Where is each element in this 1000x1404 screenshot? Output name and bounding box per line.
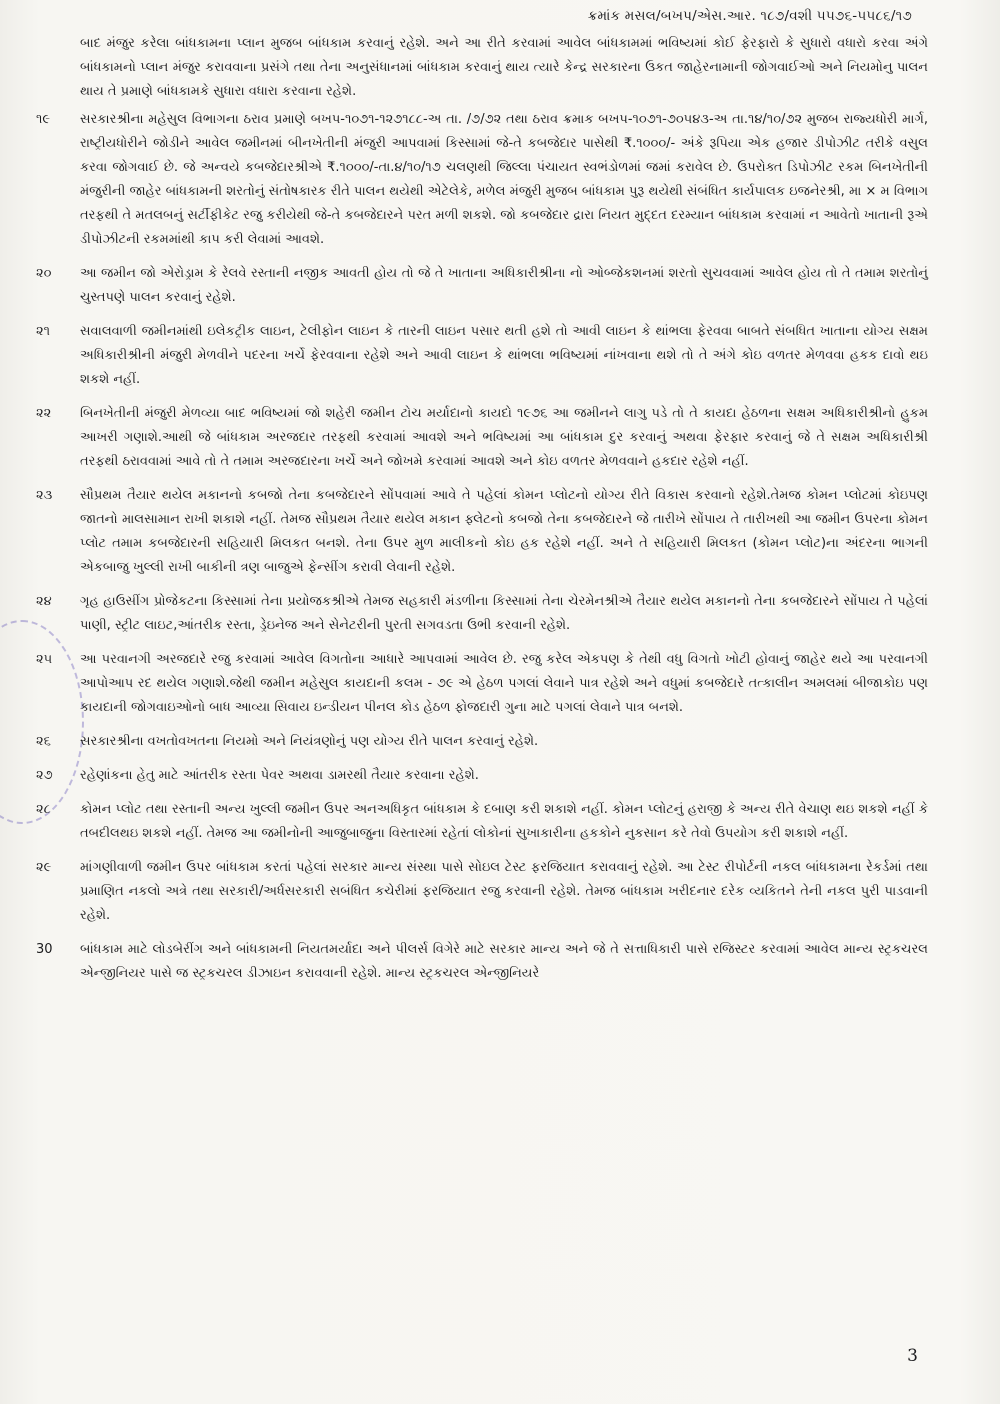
item-text: સવાલવાળી જમીનમાંથી ઇલેકટ્રીક લાઇન, ટેલીફોન લાઇન કે તારની લાઇન પસાર થતી હશે તો આવી લાઇન કે થાંભલા ફેરવવા બાબતે સંબધિત ખાતાના યોગ્ય સક્ષમ અધિકારીશ્રીની મંજુરી મેળવીને પદરના ખર્ચે ફેરવવાના રહેશે અને આવી લાઇન કે થાંભલા ભવિષ્યમાં નાંખવાના થશે તો તે અંગે કોઇ વળતર મેળવવા હકક દાવો થઇ શકશે નહીં. <box>80 324 928 387</box>
item-text: ગૃહ હાઉસીંગ પ્રોજેકટના કિસ્સામાં તેના પ્રયોજકશ્રીએ તેમજ સહકારી મંડળીના કિસ્સામાં તેના ચેરમેનશ્રીએ તૈયાર થયેલ મકાનનો તેના કબજેદારને સોંપાય તે પહેલાં પાણી, સ્ટ્રીટ લાઇટ,આંતરીક રસ્તા, ડ્રેઇનેજ અને સેનેટરીની પુરતી સગવડતા ઉભી કરવાની રહેશે. <box>80 594 928 633</box>
item-number: ૨૫ <box>36 652 53 667</box>
item-number: ૨૨ <box>36 406 52 421</box>
condition-item-23 <box>36 484 928 580</box>
condition-item-29 <box>36 856 928 928</box>
condition-item-19 <box>36 108 928 252</box>
item-text: આ જમીન જો એરોડ્રામ કે રેલવે રસ્તાની નજીક આવતી હોય તો જે તે ખાતાના અધિકારીશ્રીના નો ઓબ્જેકશનમાં શરતો સુચવવામાં આવેલ હોય તો તે તમામ શરતોનું ચુસ્તપણે પાલન કરવાનું રહેશે. <box>80 266 928 305</box>
document-reference: ક્રમાંક મસલ/બખપ/એસ.આર. ૧૮૭/વશી ૫૫૭૬-૫૫૮૬/૧૭ <box>587 8 912 24</box>
item-text: માંગણીવાળી જમીન ઉપર બાંધકામ કરતાં પહેલાં સરકાર માન્ય સંસ્થા પાસે સોઇલ ટેસ્ટ ફરજિયાત કરાવવાનું રહેશે. આ ટેસ્ટ રીપોર્ટની નકલ બાંધકામના રેકર્ડમાં તથા પ્રમાણિત નકલો અત્રે તથા સરકારી/અર્ધસરકારી સબંધિત કચેરીમાં ફરજિયાત રજુ કરવાની રહેશે. તેમજ બાંધકામ ખરીદનાર દરેક વ્યકિતને તેની નકલ પુરી પાડવાની રહેશે. <box>80 860 928 923</box>
item-text: સરકારશ્રીના વખતોવખતના નિયમો અને નિયંત્રણોનું પણ યોગ્ય રીતે પાલન કરવાનું રહેશે. <box>80 734 539 749</box>
condition-item-24 <box>36 590 928 638</box>
continued-paragraph: બાદ મંજુર કરેલા બાંધકામના પ્લાન મુજબ બાંધકામ કરવાનું રહેશે. અને આ રીતે કરવામાં આવેલ બાંધકામમાં ભવિષ્યમાં કોઈ ફેરફારો કે સુધારો વધારો કરવા અંગે બાંધકામનો પ્લાન મંજુર કરાવવાના પ્રસંગે તથા તેના અનુસંધાનમાં બાંધકામ કરવાનું થાય ત્યારે કેન્દ્ર સરકારના ઉકત જાહેરનામાની જોગવાઈઓ અને નિયમોનુ પાલન થાય તે પ્રમાણે બાંધકામકે સુધારા વધારા કરવાના રહેશે. <box>80 36 928 99</box>
condition-item-30 <box>36 938 928 986</box>
item-number: ૨૪ <box>36 594 52 609</box>
item-text: સૌપ્રથમ તૈયાર થયેલ મકાનનો કબજો તેના કબજેદારને સોંપવામાં આવે તે પહેલાં કોમન પ્લોટનો યોગ્ય રીતે વિકાસ કરવાનો રહેશે.તેમજ કોમન પ્લોટમાં કોઇપણ જાતનો માલસામાન રાખી શકાશે નહીં. તેમજ સૌપ્રથમ તૈયાર થયેલ મકાન ફ્લેટનો કબજો તેના કબજેદારને જે તારીખે સોંપાય તે તારીખથી આ જમીન ઉપરના કોમન પ્લોટ તમામ કબજેદારની સહિયારી મિલકત બનશે. તેના ઉપર મુળ માલીકનો કોઇ હક રહેશે નહીં. અને તે સહિયારી મિલકત (કોમન પ્લોટ)ના અંદરના ભાગની એકબાજુ ખુલ્લી રાખી બાકીની ત્રણ બાજુએ ફેન્સીંગ કરાવી લેવાની રહેશે. <box>80 488 928 575</box>
item-number: ૨૦ <box>36 266 52 281</box>
item-text: બાંધકામ માટે લોડબેરીંગ અને બાંધકામની નિયતમર્યાદા અને પીલર્સ વિગેરે માટે સરકાર માન્ય અને જે તે સત્તાધિકારી પાસે રજિસ્ટર કરવામાં આવેલ માન્ય સ્ટ્રકચરલ એન્જીનિયર પાસે જ સ્ટ્રકચરલ ડીઝાઇન કરાવવાની રહેશે. માન્ય સ્ટ્રકચરલ એન્જીનિયરે <box>80 942 928 981</box>
item-number: ૨૯ <box>36 860 52 875</box>
condition-item-26 <box>36 730 928 754</box>
item-number: ૨૩ <box>36 488 53 503</box>
item-text: બિનખેતીની મંજુરી મેળવ્યા બાદ ભવિષ્યમાં જો શહેરી જમીન ટોચ મર્યાદાનો કાયદો ૧૯૭૬ આ જમીનને લાગુ પડે તો તે કાયદા હેઠળના સક્ષમ અધિકારીશ્રીનો હુકમ આખરી ગણાશે.આથી જે બાંધકામ અરજદાર તરફથી કરવામાં આવશે અને ભવિષ્યમાં આ બાંધકામ દુર કરવાનું અથવા ફેરફાર કરવાનું જે તે સક્ષમ અધિકારીશ્રી તરફથી ઠરાવવામાં આવે તો તે તમામ અરજદારના ખર્ચે અને જોખમે કરવામાં આવશે અને કોઇ વળતર મેળવવાને હકદાર રહેશે નહીં. <box>80 406 928 469</box>
page-number: 3 <box>907 1346 918 1366</box>
item-text: કોમન પ્લોટ તથા રસ્તાની અન્ય ખુલ્લી જમીન ઉપર અનઅધિકૃત બાંધકામ કે દબાણ કરી શકાશે નહીં. કોમન પ્લોટનું હરાજી કે અન્ય રીતે વેચાણ થઇ શકશે નહીં કે તબદીલથઇ શકશે નહીં. તેમજ આ જમીનોની આજુબાજુના વિસ્તારમાં રહેતાં લોકોનાં સુખાકારીના હકકોને નુકસાન કરે તેવો ઉપયોગ કરી શકાશે નહીં. <box>80 802 928 841</box>
item-text: સરકારશ્રીના મહેસુલ વિભાગના ઠરાવ પ્રમાણે બખપ-૧૦૭૧-૧૨૭૧૮૮-અ તા. /૭/૭૨ તથા ઠરાવ ક્રમાક બખપ-૧૦૭૧-૭૦૫૪૩-અ તા.૧૪/૧૦/૭૨ મુજબ રાજ્યધોરી માર્ગ, રાષ્ટ્રીયધોરીને જોડીને આવેલ જમીનમાં બીનખેતીની મંજુરી આપવામાં કિસ્સામાં જે-તે કબજેદાર પાસેથી ₹.૧૦૦૦/- અંકે રૂપિયા એક હજાર ડીપોઝીટ તરીકે વસુલ કરવા જોગવાઈ છે. જે અન્વયે કબજેદારશ્રીએ ₹.૧૦૦૦/-તા.૪/૧૦/૧૭ ચલણથી જિલ્લા પંચાયત સ્વભંડોળમાં જમાં કરાવેલ છે. ઉપરોક્ત ડિપોઝીટ રકમ બિનખેતીની મંજુરીની જાહેર બાંધકામની શરતોનું સંતોષકારક રીતે પાલન થયેથી એટેલેકે, મળેલ મંજુરી મુજબ બાંધકામ પુરૂ થયેથી સંબંધિત કાર્યપાલક ઇજનેરશ્રી, મા × મ વિભાગ તરફથી તે મતલબનું સર્ટીફીકેટ રજુ કરીયેથી જે-તે કબજેદારને પરત મળી શકશે. જો કબજેદાર દ્રારા નિયત મુદ્દત દરમ્યાન બાંધકામ કરવામાં ન આવેતો ખાતાની રૂએ ડીપોઝીટની રકમમાંથી કાપ કરી લેવામાં આવશે. <box>80 112 928 247</box>
item-number: ૧૯ <box>36 112 51 127</box>
condition-list <box>36 108 928 996</box>
condition-item-25 <box>36 648 928 720</box>
condition-item-21 <box>36 320 928 392</box>
item-number: ૨૧ <box>36 324 51 339</box>
condition-item-28 <box>36 798 928 846</box>
item-text: રહેણાંકના હેતુ માટે આંતરીક રસ્તા પેવર અથવા ડામરથી તૈયાર કરવાના રહેશે. <box>80 768 479 783</box>
condition-item-20 <box>36 262 928 310</box>
condition-item-22 <box>36 402 928 474</box>
item-number: ૨૭ <box>36 768 53 783</box>
item-number: 30 <box>36 942 53 957</box>
condition-item-27 <box>36 764 928 788</box>
item-text: આ પરવાનગી અરજદારે રજુ કરવામાં આવેલ વિગતોના આધારે આપવામાં આવેલ છે. રજુ કરેલ એકપણ કે તેથી વધુ વિગતો ખોટી હોવાનું જાહેર થયે આ પરવાનગી આપોઆપ રદ થયેલ ગણાશે.જેથી જમીન મહેસુલ કાયદાની કલમ - ૭૯ એ હેઠળ પગલાં લેવાને પાત્ર રહેશે અને વધુમાં કબજેદારે તત્કાલીન અમલમાં બીજાકોઇ પણ કાયદાની જોગવાઇઓનો બાધ આવ્યા સિવાય ઇન્ડીયન પીનલ કોડ હેઠળ ફોજદારી ગુના માટે પગલાં લેવાને પાત્ર બનશે. <box>80 652 928 715</box>
item-number: ૨૬ <box>36 734 51 749</box>
item-number: ૨૮ <box>36 802 51 817</box>
